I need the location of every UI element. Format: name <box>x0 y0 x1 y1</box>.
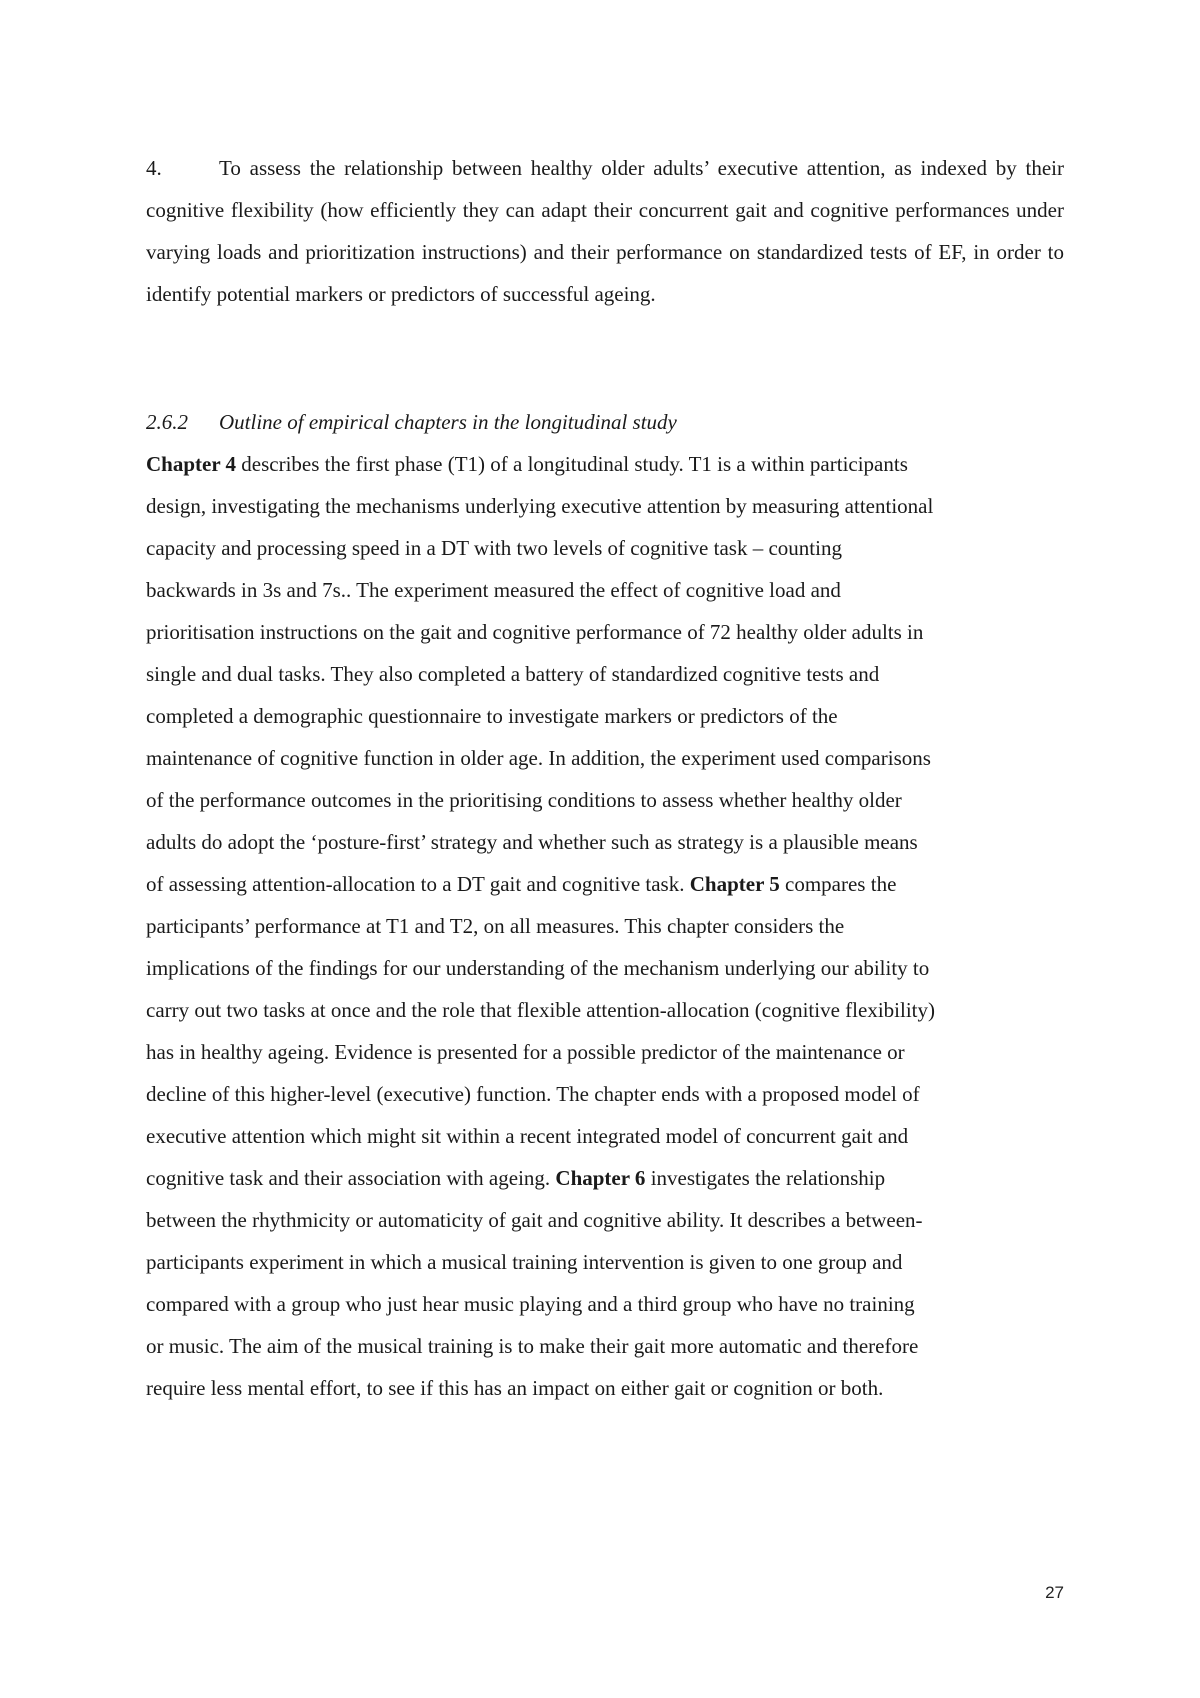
objective-text: To assess the relationship between healthy older adults’ executive attention, as indexed by their cognitive flexibility (how efficiently they can adapt their concurrent gait and cognitive performances under varying loads and prioritization instructions) and their performance on standardized tests of EF, in order to identify potential markers or predictors of successful ageing. <box>146 156 1064 306</box>
outline-paragraph <box>146 443 1064 1409</box>
objective-number: 4. <box>146 156 162 180</box>
section-heading <box>146 401 677 443</box>
outline-line-23: require less mental effort, to see if this has an impact on either gait or cognition or both. <box>146 1376 884 1400</box>
outline-line-16: decline of this higher-level (executive) function. The chapter ends with a proposed model of <box>146 1082 920 1106</box>
outline-line-10: adults do adopt the ‘posture-first’ strategy and whether such as strategy is a plausible means <box>146 830 918 854</box>
outline-line-8: maintenance of cognitive function in older age. In addition, the experiment used comparisons <box>146 746 931 770</box>
chapter-5-label: Chapter 5 <box>689 872 780 896</box>
section-number: 2.6.2 <box>146 410 188 434</box>
outline-line-11: of assessing attention-allocation to a DT gait and cognitive task. Chapter 5 compares the <box>146 872 897 896</box>
outline-line-18: cognitive task and their association with ageing. Chapter 6 investigates the relationship <box>146 1166 886 1190</box>
outline-line-12: participants’ performance at T1 and T2, on all measures. This chapter considers the <box>146 914 845 938</box>
outline-line-4: backwards in 3s and 7s.. The experiment measured the effect of cognitive load and <box>146 578 841 602</box>
outline-line-15: has in healthy ageing. Evidence is presented for a possible predictor of the maintenance or <box>146 1040 905 1064</box>
outline-line-9: of the performance outcomes in the prioritising conditions to assess whether healthy older <box>146 788 902 812</box>
objective-4-paragraph <box>146 147 1064 315</box>
chapter-4-label: Chapter 4 <box>146 452 237 476</box>
outline-line-13: implications of the findings for our understanding of the mechanism underlying our ability to <box>146 956 930 980</box>
outline-line-20: participants experiment in which a musical training intervention is given to one group and <box>146 1250 903 1274</box>
page-number: 27 <box>1045 1583 1064 1602</box>
section-title: Outline of empirical chapters in the longitudinal study <box>219 410 677 434</box>
outline-line-5: prioritisation instructions on the gait and cognitive performance of 72 healthy older adults in <box>146 620 924 644</box>
outline-line-14: carry out two tasks at once and the role that flexible attention-allocation (cognitive flexibility) <box>146 998 935 1022</box>
outline-line-3: capacity and processing speed in a DT with two levels of cognitive task – counting <box>146 536 842 560</box>
outline-line-19: between the rhythmicity or automaticity of gait and cognitive ability. It describes a between- <box>146 1208 923 1232</box>
outline-line-22: or music. The aim of the musical training is to make their gait more automatic and therefore <box>146 1334 919 1358</box>
chapter-6-label: Chapter 6 <box>555 1166 646 1190</box>
outline-line-21: compared with a group who just hear music playing and a third group who have no training <box>146 1292 915 1316</box>
outline-line-2: design, investigating the mechanisms underlying executive attention by measuring attentional <box>146 494 934 518</box>
outline-line-7: completed a demographic questionnaire to investigate markers or predictors of the <box>146 704 838 728</box>
outline-line-1: Chapter 4 describes the first phase (T1) of a longitudinal study. T1 is a within participants <box>146 452 908 476</box>
outline-line-17: executive attention which might sit within a recent integrated model of concurrent gait and <box>146 1124 909 1148</box>
outline-line-6: single and dual tasks. They also completed a battery of standardized cognitive tests and <box>146 662 880 686</box>
